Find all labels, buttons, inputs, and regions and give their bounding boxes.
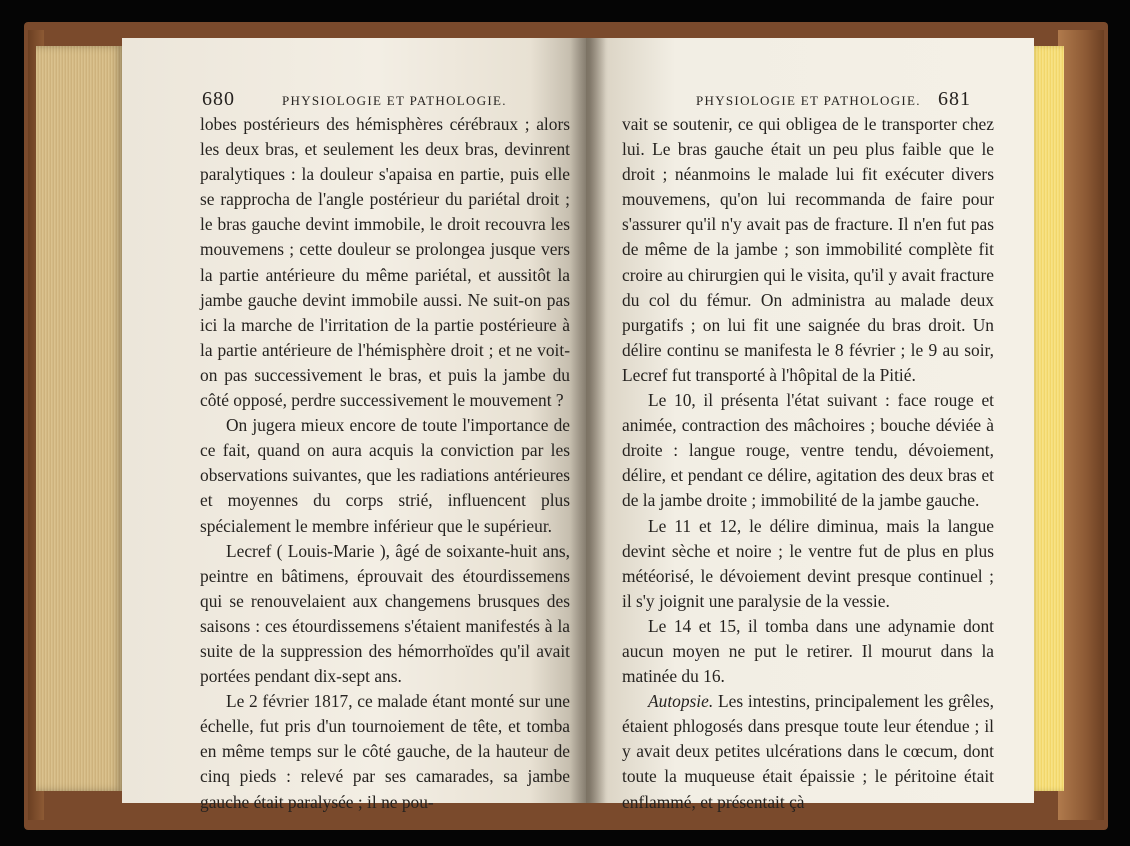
page-number-right: 681: [938, 88, 971, 110]
autopsy-label: Autopsie.: [648, 691, 714, 712]
page-number-left: 680: [202, 88, 235, 110]
paragraph: Le 11 et 12, le délire diminua, mais la langue devint sèche et noire ; le ventre fut de plus en plus météorisé, le dévoiement devint presque continuel ; il s'y joignit une paralysie de la vessie.: [622, 515, 994, 611]
paragraph: Le 14 et 15, il tomba dans une adynamie dont aucun moyen ne put le retirer. Il mourut dans la matinée du 16.: [622, 615, 994, 687]
paragraph: Le 10, il présenta l'état suivant : face rouge et animée, contraction des mâchoires ; bouche déviée à droite : langue rouge, ventre tendu, dévoiement, délire, et pendant ce délire, agitation des deux bras et de la jambe droite ; immobilité de la jambe gauche.: [622, 390, 994, 511]
paragraph: On jugera mieux encore de toute l'importance de ce fait, quand on aura acquis la conviction par les observations suivantes, que les radiations antérieures et moyennes du corps strié, influencent plus spécialement le membre inférieur que le supérieur.: [200, 415, 570, 536]
running-title-left: PHYSIOLOGIE ET PATHOLOGIE.: [282, 93, 507, 108]
autopsy-text: Les intestins, principalement les grêles, étaient phlogosés dans presque toute leur étendue ; il y avait deux petites ulcérations dans le cœcum, dont toute la muqueuse était épaissie ; le péritoine était enflammé, et présentait çà: [622, 691, 994, 812]
paragraph-autopsy: [622, 689, 994, 814]
paragraph: Lecref ( Louis-Marie ), âgé de soixante-huit ans, peintre en bâtimens, éprouvait des étourdissemens qui se renouvelaient aux changemens brusques des saisons : ces étourdissemens s'étaient manifestés à la suite de la suppression des hémorrhoïdes qu'il avait portées pendant dix-sept ans.: [200, 540, 570, 687]
running-head-left: [122, 88, 586, 112]
right-page: [586, 38, 1034, 812]
cover-edge-right: [1058, 30, 1104, 820]
paragraph: Le 2 février 1817, ce malade étant monté sur une échelle, fut pris d'un tournoiement de tête, et tomba en même temps sur le côté gauche, de la hauteur de cinq pieds : relevé par ses camarades, sa jambe gauche était paralysée ; il ne pou-: [200, 691, 570, 812]
running-head-right: [586, 88, 1034, 112]
left-page: [122, 38, 586, 812]
right-body-text: [622, 112, 994, 815]
left-body-text: [200, 112, 570, 815]
paragraph: vait se soutenir, ce qui obligea de le transporter chez lui. Le bras gauche était un peu plus faible que le droit ; néanmoins le malade lui fit exécuter divers mouvemens, qu'on lui recommanda de faire pour s'assurer qu'il n'y avait pas de fracture. Il n'en fut pas de même de la jambe ; son immobilité complète fit croire au chirurgien qui le visita, qu'il y avait fracture du col du fémur. On administra au malade deux purgatifs ; on lui fit une saignée du bras droit. Un délire continu se manifesta le 8 février ; le 9 au soir, Lecref fut transporté à l'hôpital de la Pitié.: [622, 114, 994, 385]
page-edges-right: [1030, 46, 1064, 791]
page-edges-left: [36, 46, 124, 791]
running-title-right: PHYSIOLOGIE ET PATHOLOGIE.: [696, 93, 921, 108]
paragraph: lobes postérieurs des hémisphères cérébraux ; alors les deux bras, et seulement les deux bras, devinrent paralytiques : la douleur s'apaisa en partie, puis elle se rapprocha de l'angle postérieur du pariétal droit ; le bras gauche devint immobile, le droit recouvra les mouvemens ; cette douleur se prolongea jusque vers la partie antérieure du même pariétal, et aussitôt la jambe gauche devint immobile aussi. Ne suit-on pas ici la marche de l'irritation de la partie postérieure à la partie antérieure de l'hémisphère droit ; et ne voit-on pas successivement le bras, et puis la jambe du côté opposé, perdre successivement le mouvement ?: [200, 114, 570, 411]
